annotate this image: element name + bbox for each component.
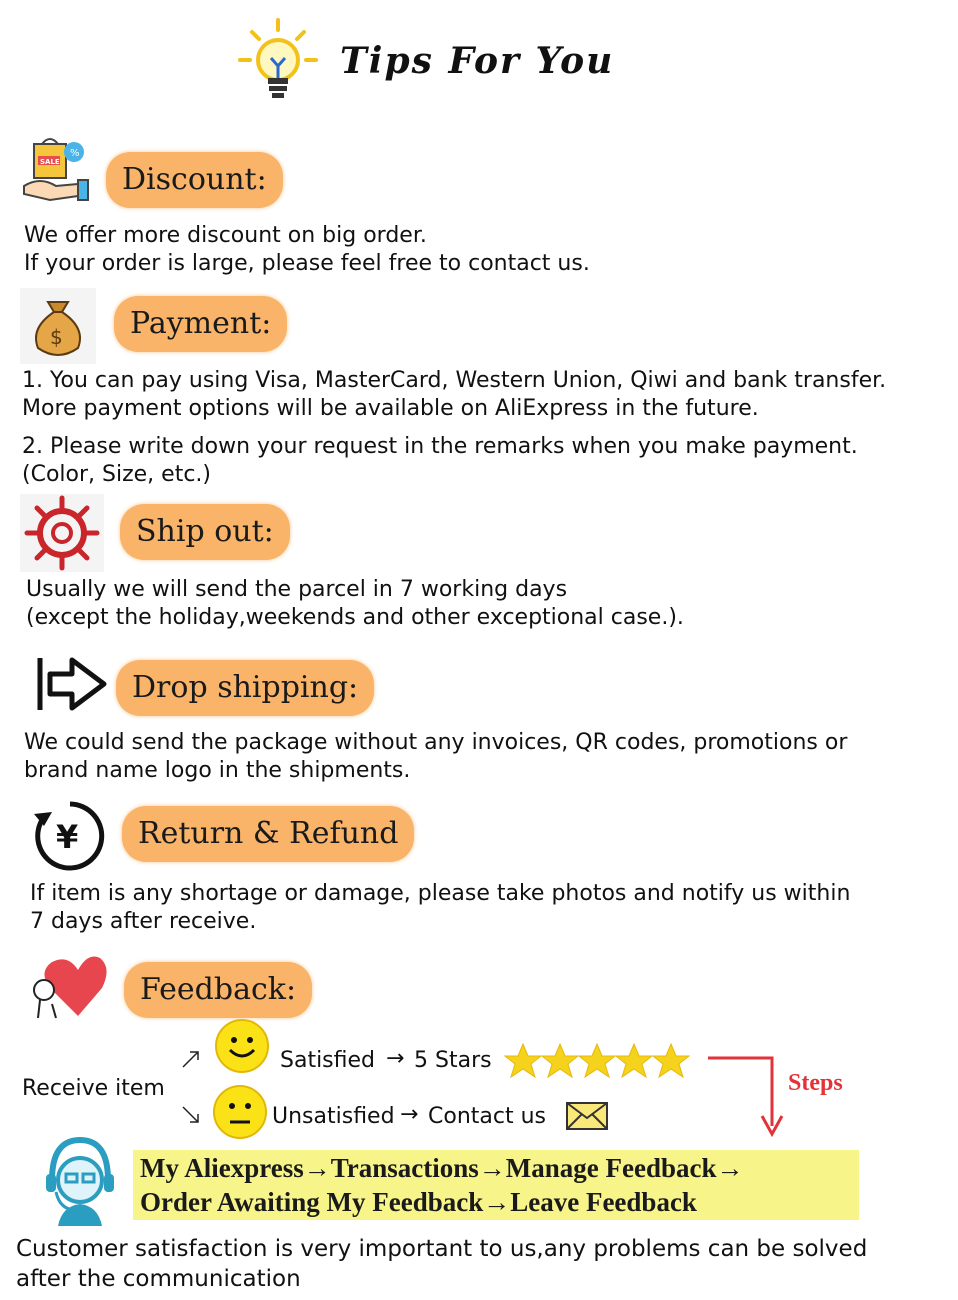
neutral-face-icon: [212, 1084, 268, 1140]
unsatisfied-text: Unsatisfied: [272, 1104, 395, 1129]
yen-refresh-icon: [32, 798, 108, 874]
svg-text:SALE: SALE: [40, 158, 60, 166]
svg-text:$: $: [50, 325, 63, 349]
drop-line-2: brand name logo in the shipments.: [24, 758, 411, 783]
ship-out-label: Ship out:: [120, 504, 290, 560]
return-refund-label: Return & Refund: [122, 806, 414, 862]
receive-item-text: Receive item: [22, 1076, 165, 1101]
lightbulb-icon: [238, 18, 318, 102]
money-bag-icon: [20, 288, 96, 364]
svg-text:%: %: [70, 148, 80, 159]
contact-us-text: Contact us: [428, 1104, 546, 1129]
discount-line-1: We offer more discount on big order.: [24, 223, 427, 248]
five-star-rating-icon: [504, 1042, 694, 1080]
payment-line-1: 1. You can pay using Visa, MasterCard, Western Union, Qiwi and bank transfer.: [22, 368, 887, 393]
refund-line-1: If item is any shortage or damage, please take photos and notify us within: [30, 881, 851, 906]
feedback-path-line-1: My Aliexpress→Transactions→Manage Feedback→: [140, 1153, 744, 1183]
payment-line-3: 2. Please write down your request in the remarks when you make payment.: [22, 434, 858, 459]
envelope-icon: [566, 1102, 608, 1130]
ship-wheel-icon: [20, 494, 104, 572]
satisfied-text: Satisfied: [280, 1048, 376, 1073]
payment-line-4: (Color, Size, etc.): [22, 462, 211, 487]
drop-shipping-label: Drop shipping:: [116, 660, 374, 716]
arrow-up-right-icon: [180, 1048, 202, 1070]
arrow-down-right-icon: [180, 1104, 202, 1126]
discount-label: Discount:: [106, 152, 283, 208]
ship-line-1: Usually we will send the parcel in 7 working days: [26, 577, 568, 602]
footer-line-2: after the communication: [16, 1266, 301, 1292]
payment-label: Payment:: [114, 296, 287, 352]
arrow-into-bar-icon: [36, 654, 110, 714]
support-agent-icon: [40, 1134, 120, 1226]
sale-bag-hand-icon: [20, 136, 90, 208]
heart-character-icon: [30, 950, 110, 1024]
five-stars-text: 5 Stars: [414, 1048, 492, 1073]
feedback-path-line-2: Order Awaiting My Feedback→Leave Feedback: [140, 1187, 697, 1217]
feedback-label: Feedback:: [124, 962, 312, 1018]
svg-text:¥: ¥: [56, 818, 79, 856]
page-title: Tips For You: [340, 40, 615, 82]
steps-arrow-icon: [706, 1052, 788, 1138]
footer-line-1: Customer satisfaction is very important to us,any problems can be solved: [16, 1236, 868, 1262]
drop-line-1: We could send the package without any invoices, QR codes, promotions or: [24, 730, 848, 755]
smiley-face-icon: [214, 1018, 270, 1074]
discount-line-2: If your order is large, please feel free to contact us.: [24, 251, 590, 276]
steps-text: Steps: [788, 1070, 843, 1096]
arrow-right-icon: →: [400, 1102, 419, 1127]
refund-line-2: 7 days after receive.: [30, 909, 257, 934]
arrow-right-icon: →: [386, 1046, 405, 1071]
ship-line-2: (except the holiday,weekends and other exceptional case.).: [26, 605, 684, 630]
payment-line-2: More payment options will be available on AliExpress in the future.: [22, 396, 759, 421]
